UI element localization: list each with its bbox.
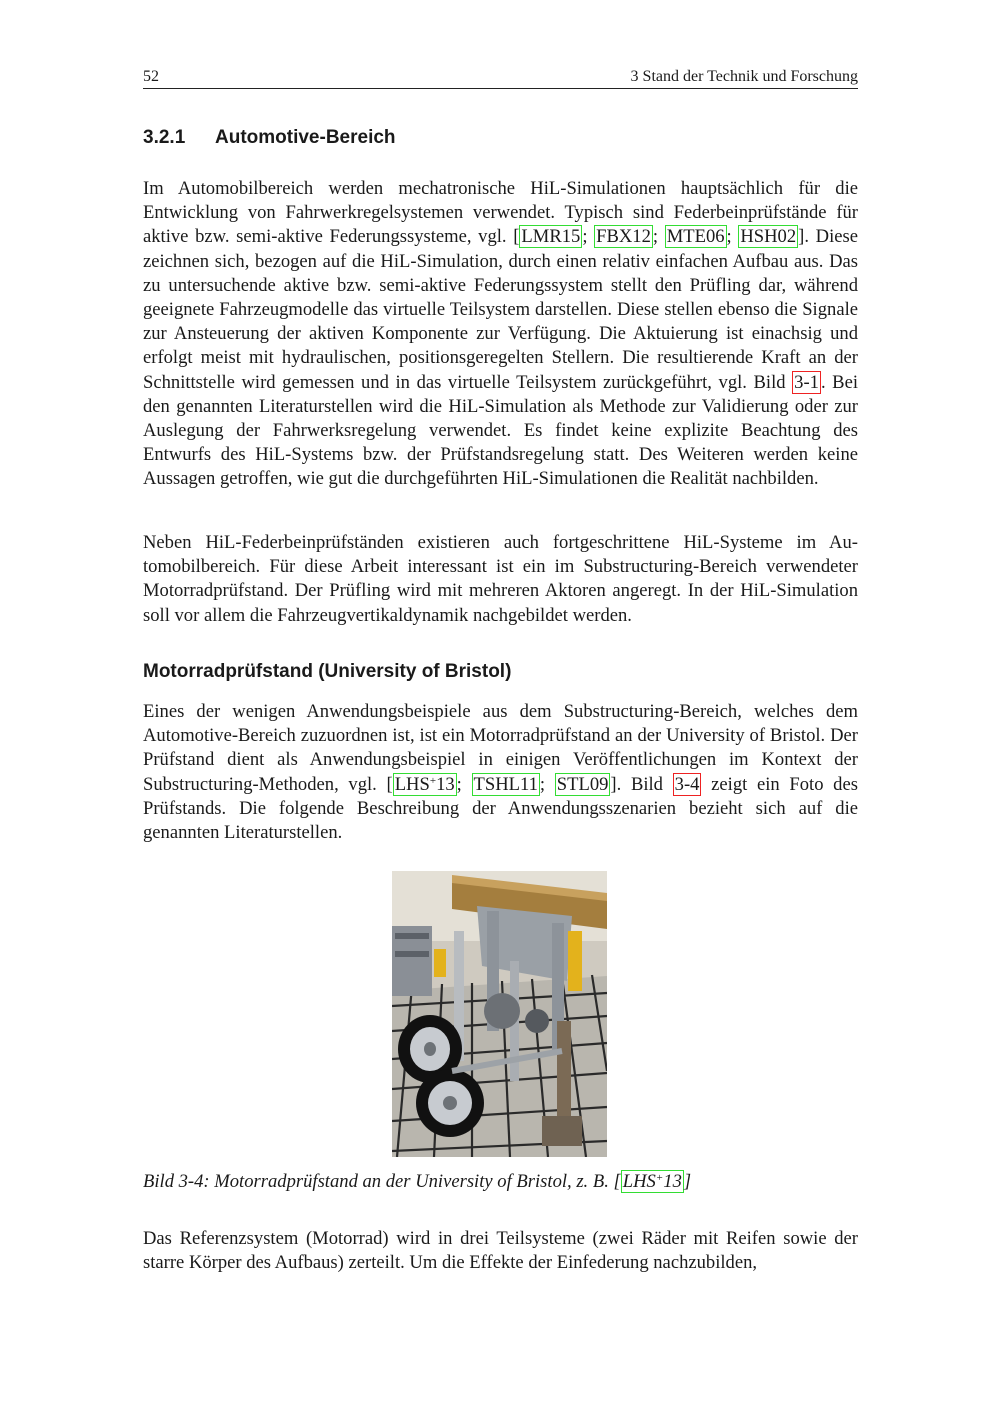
separator: ; <box>652 226 665 248</box>
running-header <box>143 66 858 89</box>
paragraph-4: Das Referenzsystem (Motorrad) wird in drei Teilsysteme (zwei Räder mit Reifen sowie der starre Körper des Aufbaus) zerteilt. Um die Effekte der Einfederung nachzubilden, <box>143 1228 858 1274</box>
section-heading <box>143 127 396 149</box>
chapter-title: 3 Stand der Technik und Forschung <box>630 68 858 85</box>
citation-link[interactable]: STL09 <box>556 773 609 795</box>
citation-sup: + <box>429 774 437 787</box>
citation-sup: + <box>655 1172 664 1184</box>
citation-link[interactable] <box>621 1170 684 1193</box>
caption-label: Bild 3-4 <box>143 1171 204 1192</box>
citation-link[interactable]: FBX12 <box>596 226 651 248</box>
section-number: 3.2.1 <box>143 127 186 148</box>
motorcycle-test-rig-photo <box>392 871 607 1157</box>
section-title: Automotive-Bereich <box>215 127 396 148</box>
caption-text: : Motorradprüfstand an der University of Bristol, z. B. [ <box>203 1171 621 1192</box>
figure-reference-link[interactable]: 3-4 <box>674 773 700 795</box>
paragraph-1 <box>143 177 858 492</box>
text-run: ]. Diese zeichnen sich, bezogen auf die HiL-Simulation, durch einen relativ einfachen Aufbau aus. Das zu untersuchende aktive bzw. semi-aktive Federungssystem stellt den Prüfling dar, während geeignete Fahrzeugmodelle das virtuelle Teilsystem darstellen. Diese stellen ebenso die Signale zur Ansteuerung der aktiven Komponente zur Verfügung. Die Aktuierung ist einachsig und erfolgt meist mit hydraulischen, positionsgeregelten Stellern. Die resultierende Kraft an der Schnittstelle wird gemessen und in das virtuelle Teilsystem zurückgeführt, vgl. Bild <box>143 226 858 393</box>
text-run: ]. Bild <box>610 773 673 795</box>
separator: ; <box>539 773 555 795</box>
text-run: Eines der wenigen Anwendungsbeispiele aus dem Substructuring-Bereich, welches dem Automotive-Bereich zuzuordnen ist, ist ein Motorradprüfstand an der University of Bristol. Der Prüfstand dient als Anwendungsbeispiel in einigen Veröffentlichungen im Kontext der Substructuring-Methoden, vgl. [ <box>143 701 858 795</box>
text-run: . Bei den genannten Literaturstellen wird die HiL-Simulation als Methode zur Validierung oder zur Auslegung der Fahrwerksregelung verwendet. Es findet keine explizite Beachtung des Entwurfs des HiL-Systems bzw. der Prüfstandsregelung statt. Des Weiteren werden keine Aussagen getroffen, wie gut die durchgeführten HiL-Simulationen die Realität nachbilden. <box>143 371 858 490</box>
figure-reference-link[interactable]: 3-1 <box>794 371 819 393</box>
text-run: zeigt ein Foto des Prüfstands. Die folgende Beschreibung der Anwendungsszenarien bezieht sich auf die genannten Literaturstellen. <box>143 773 858 844</box>
separator: ; <box>582 226 595 248</box>
paragraph-2: Neben HiL-Federbeinprüfständen existieren auch fortgeschrittene HiL-Systeme im Automobilbereich. Für diese Arbeit interessant ist ein im Substructuring-Bereich verwendeter Motorradprüfstand. Der Prüfling wird mit mehreren Aktoren angeregt. In der HiL-Simulation soll vor allem die Fahrzeugvertikaldynamik nachgebildet werden. <box>143 532 858 626</box>
page-number: 52 <box>143 68 159 85</box>
citation-key: LHS <box>622 1171 656 1192</box>
citation-link[interactable] <box>393 773 457 796</box>
separator: ; <box>726 226 739 248</box>
paragraph-3 <box>143 700 858 845</box>
citation-link[interactable]: LMR15 <box>521 226 581 248</box>
subsection-heading: Motorradprüfstand (University of Bristol) <box>143 661 512 682</box>
citation-year: 13 <box>436 773 455 795</box>
text-run: Im Automobilbereich werden mechatronische HiL-Simulationen hauptsächlich für die Entwicklung von Fahrwerkregelsystemen verwendet. Typisch sind Federbeinprüfstände für aktive bzw. semi-aktive Federungssysteme, vgl. [ <box>143 178 858 248</box>
citation-link[interactable]: TSHL11 <box>473 773 538 795</box>
citation-key: LHS <box>394 773 430 795</box>
citation-link[interactable]: MTE06 <box>666 226 725 248</box>
separator: ; <box>456 773 472 795</box>
citation-year: 13 <box>663 1171 682 1192</box>
caption-end: ] <box>683 1171 692 1192</box>
citation-link[interactable]: HSH02 <box>740 226 797 248</box>
figure-caption <box>143 1171 691 1193</box>
